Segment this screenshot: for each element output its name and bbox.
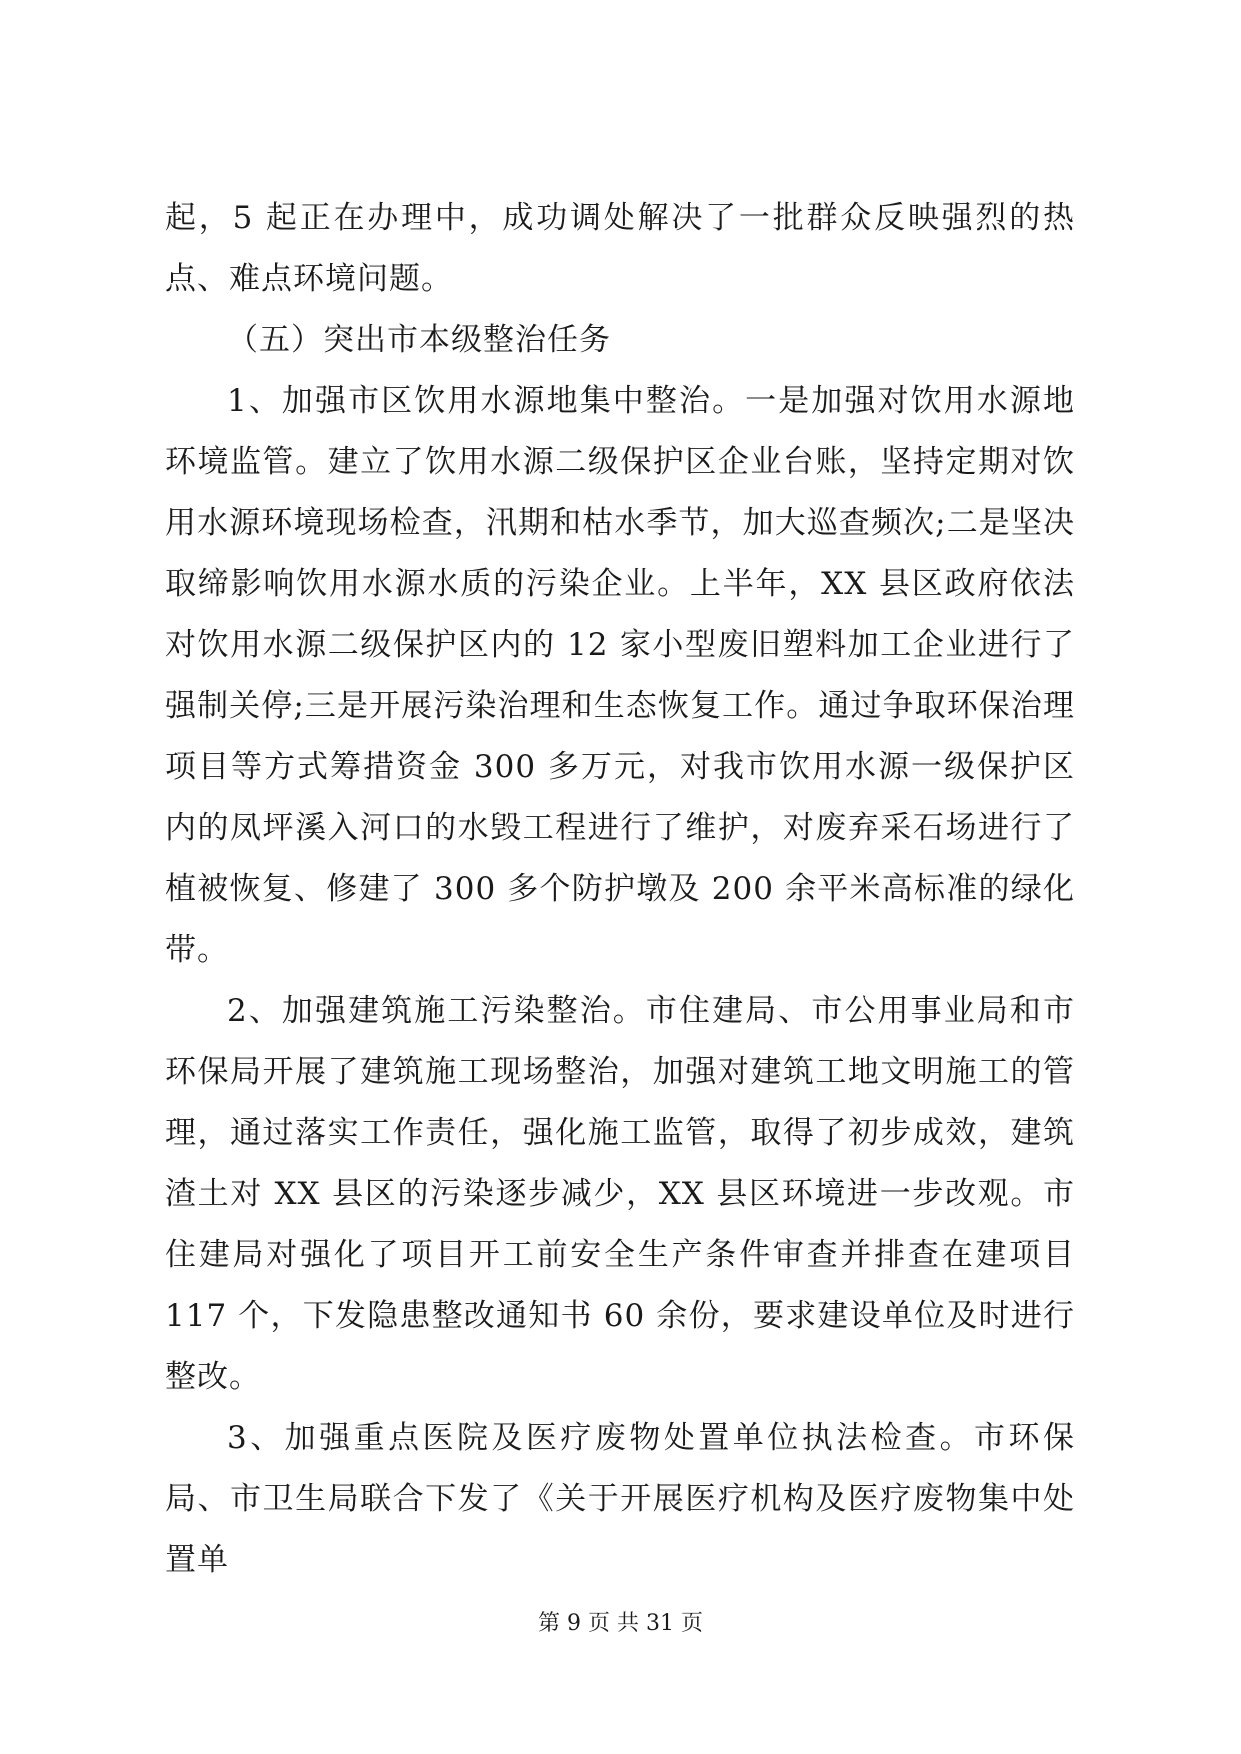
paragraph-item-2: 2、加强建筑施工污染整治。市住建局、市公用事业局和市环保局开展了建筑施工现场整治，加强对建筑工地文明施工的管理，通过落实工作责任，强化施工监管，取得了初步成效，建筑渣土对 XX 县区的污染逐步减少，XX 县区环境进一步改观。市住建局对强化了项目开工前安全生产条件审查并排查在建项目 117 个，下发隐患整改通知书 60 余份，要求建设单位及时进行整改。: [165, 993, 1075, 1395]
paragraph-item-1: 1、加强市区饮用水源地集中整治。一是加强对饮用水源地环境监管。建立了饮用水源二级保护区企业台账，坚持定期对饮用水源环境现场检查，汛期和枯水季节，加大巡查频次;二是坚决取缔影响饮用水源水质的污染企业。上半年，XX 县区政府依法对饮用水源二级保护区内的 12 家小型废旧塑料加工企业进行了强制关停;三是开展污染治理和生态恢复工作。通过争取环保治理项目等方式筹措资金 300 多万元，对我市饮用水源一级保护区内的凤坪溪入河口的水毁工程进行了维护，对废弃采石场进行了植被恢复、修建了 300 多个防护墩及 200 余平米高标准的绿化带。: [165, 383, 1075, 968]
document-body: [165, 188, 1075, 1591]
page-footer: 第 9 页 共 31 页: [538, 1611, 703, 1636]
paragraph-item-3: 3、加强重点医院及医疗废物处置单位执法检查。市环保局、市卫生局联合下发了《关于开展医疗机构及医疗废物集中处置单: [165, 1420, 1075, 1578]
section-heading: （五）突出市本级整治任务: [227, 322, 611, 358]
paragraph-continuation: 起，5 起正在办理中，成功调处解决了一批群众反映强烈的热点、难点环境问题。: [165, 200, 1075, 297]
